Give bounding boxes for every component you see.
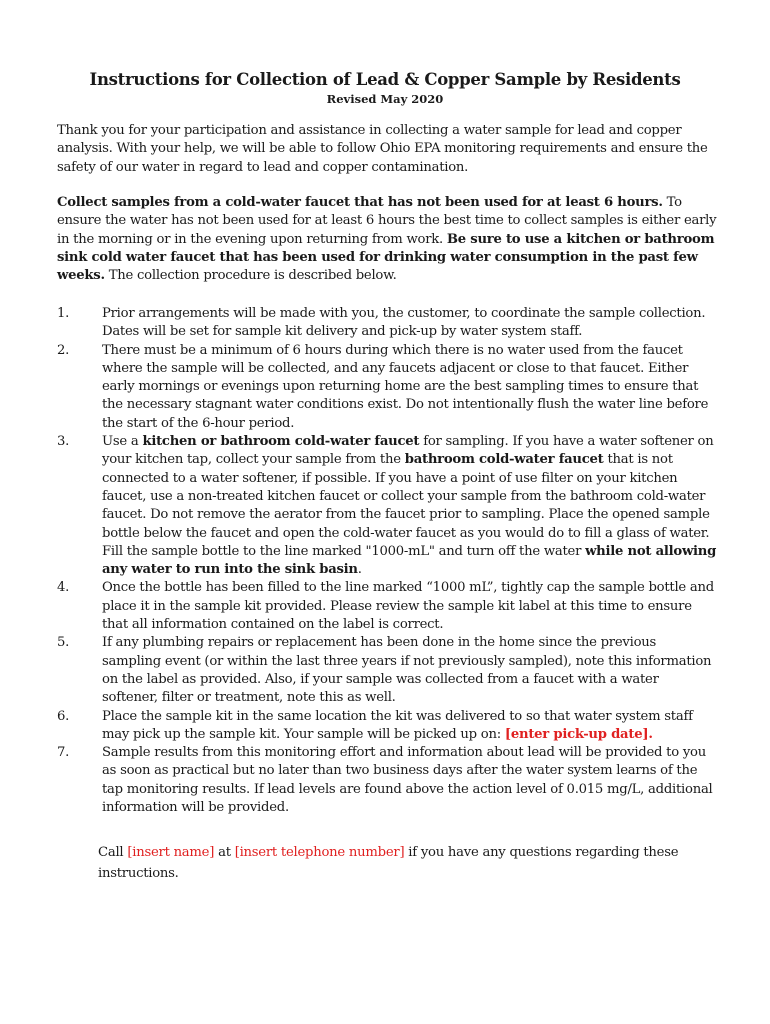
list-bold: while not allowing any water to run into the sink basin — [102, 543, 717, 578]
list-text: Use a — [102, 434, 143, 450]
collect-text-2: The collection procedure is described below. — [104, 268, 397, 284]
list-number: 7. — [57, 745, 70, 761]
list-item — [57, 342, 717, 433]
intro-paragraph: Thank you for your participation and assistance in collecting a water sample for lead and copper analysis. With your help, we will be able to follow Ohio EPA monitoring requirements and ensure the safety of our water in regard to lead and copper contamination. — [57, 123, 708, 175]
procedure-list — [57, 305, 717, 817]
list-item — [57, 634, 717, 707]
list-text: Once the bottle has been filled to the line marked “1000 mL”, tightly cap the sample bottle and place it in the sample kit provided. Please review the sample kit label at this time to ensure that all information contained on the label is correct. — [102, 580, 714, 633]
contact-text: if you have any questions regarding these instructions. — [98, 845, 679, 881]
list-text: Sample results from this monitoring effort and information about lead will be provided to you as soon as practical but no later than two business days after the water system learns of the tap monitoring results. If lead levels are found above the action level of 0.015 mg/L, additional information will be provided. — [102, 745, 713, 816]
list-number: 2. — [57, 342, 70, 358]
list-text: . — [357, 562, 362, 578]
list-bold: kitchen or bathroom cold-water faucet — [142, 434, 420, 450]
phone-placeholder: [insert telephone number] — [234, 845, 405, 860]
list-item — [57, 579, 717, 634]
list-item — [57, 433, 717, 579]
pickup-date-placeholder: [enter pick-up date]. — [504, 726, 653, 742]
list-text: for sampling. If you have a water softener on your kitchen tap, collect your sample from the — [102, 434, 714, 468]
list-number: 6. — [57, 708, 70, 724]
collection-paragraph — [57, 194, 717, 285]
name-placeholder: [insert name] — [127, 845, 215, 860]
list-number: 5. — [57, 635, 70, 651]
collect-bold-1: Collect samples from a cold-water faucet that has not been used for at least 6 hours. — [57, 195, 663, 210]
list-number: 3. — [57, 434, 70, 450]
list-text: that is not connected to a water softener, if possible. If you have a point of use filter on your kitchen faucet, use a non-treated kitchen faucet or collect your sample from the bathroom cold-water faucet. Do not remove the aerator from the faucet prior to sampling. Place the opened sample bottle below the faucet and open the cold-water faucet as you would do to fill a glass of water. Fill the sample bottle to the line marked "1000-mL" and turn off the water — [102, 452, 710, 559]
collect-bold-2: Be sure to use a kitchen or bathroom sink cold water faucet that has been used for drinking water consumption in the past few weeks. — [57, 231, 715, 284]
list-text: There must be a minimum of 6 hours during which there is no water used from the faucet where the sample will be collected, and any faucets adjacent or close to that faucet. Either early mornings or evenings upon returning home are the best sampling times to ensure that the necessary stagnant water conditions exist. Do not intentionally flush the water line before the start of the 6-hour period. — [102, 342, 709, 431]
revision-date: Revised May 2020 — [326, 92, 444, 106]
list-text: Place the sample kit in the same location the kit was delivered to so that water system staff may pick up the sample kit. Your sample will be picked up on: — [102, 708, 693, 742]
list-item — [57, 708, 717, 745]
list-number: 1. — [57, 306, 70, 321]
contact-paragraph — [98, 842, 698, 884]
list-text: Prior arrangements will be made with you, the customer, to coordinate the sample collection. Dates will be set for sample kit delivery and pick-up by water system staff. — [102, 306, 706, 340]
list-bold: bathroom cold-water faucet — [404, 452, 604, 468]
contact-text: Call — [98, 845, 128, 860]
contact-text: at — [214, 845, 235, 860]
list-text: If any plumbing repairs or replacement has been done in the home since the previous sampling event (or within the last three years if not previously sampled), note this information on the label as provided. Also, if your sample was collected from a faucet with a water softener, filter or treatment, note this as well. — [102, 635, 712, 706]
collect-text-1: To ensure the water has not been used for at least 6 hours the best time to collect samples is either early in the morning or in the evening upon returning from work. — [57, 195, 717, 247]
list-item — [57, 744, 717, 817]
list-number: 4. — [57, 580, 70, 596]
page-title: Instructions for Collection of Lead & Copper Sample by Residents — [89, 70, 681, 89]
list-item — [57, 305, 717, 342]
